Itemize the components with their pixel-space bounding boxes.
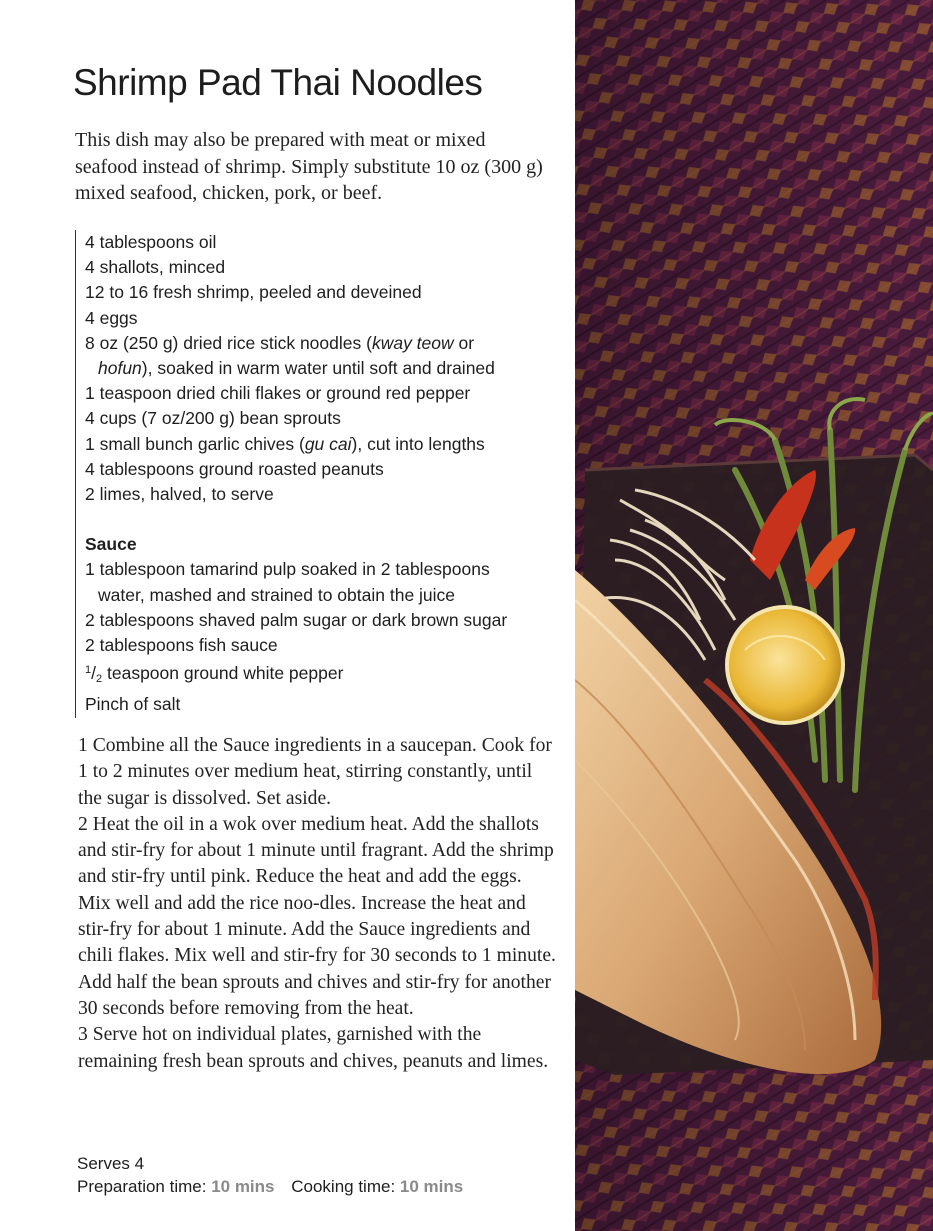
sauce-fish-sauce: 2 tablespoons fish sauce [85,635,278,656]
sauce-white-pepper-text: teaspoon ground white pepper [102,663,344,684]
recipe-footer [77,1152,463,1198]
sauce-heading: Sauce [85,534,137,555]
step-text: Heat the oil in a wok over medium heat. Add the shallots and stir-fry for about 1 minute until fragrant. Add the shrimp and stir-fry until pink. Reduce the heat and add the eggs. Mix well and add the rice noo-dles. Increase the heat and stir-fry for about 1 minute. Add the Sauce ingredients and chili flakes. Mix well and stir-fry for 30 seconds to 1 minute. Add half the bean sprouts and chives and stir-fry for another 30 seconds before removing from the heat. [78,813,556,1019]
timing-info [77,1175,463,1198]
step-number: 2 [78,813,88,835]
ingredient-shrimp: 12 to 16 fresh shrimp, peeled and deveined [85,282,422,303]
method-step-3 [78,1022,558,1075]
ingredient-noodles-continued [85,356,565,381]
ingredient-limes: 2 limes, halved, to serve [85,484,274,505]
method-steps [78,733,558,1075]
sauce-tamarind: 1 tablespoon tamarind pulp soaked in 2 tablespoons [85,559,490,580]
method-step-1 [78,733,558,812]
method-step-2 [78,812,558,1022]
ingredient-chili: 1 teaspoon dried chili flakes or ground red pepper [85,383,471,404]
step-text: Combine all the Sauce ingredients in a saucepan. Cook for 1 to 2 minutes over medium heat, stirring constantly, until the sugar is dissolved. Set aside. [78,735,552,809]
dish-photo-illustration [575,0,933,1231]
sauce-white-pepper [85,658,565,692]
step-text: Serve hot on individual plates, garnished with the remaining fresh bean sprouts and chives, peanuts and limes. [78,1024,549,1072]
recipe-title: Shrimp Pad Thai Noodles [73,62,483,103]
half-fraction: $^1/_2$ [85,663,103,686]
serves-info: Serves 4 [77,1154,145,1173]
dish-photo [575,0,933,1231]
sauce-salt: Pinch of salt [85,694,181,715]
ingredient-spacer [85,507,565,532]
cook-time-value: 10 mins [399,1177,464,1196]
step-number: 3 [78,1024,88,1046]
fraction-denominator: 2 [96,673,103,686]
ingredient-noodles-text-a: 8 oz (250 g) dried rice stick noodles ( [85,332,372,353]
prep-time-label: Preparation time: [77,1177,207,1196]
step-number: 1 [78,735,88,756]
ingredient-noodles-text-c: ), soaked in warm water until soft and drained [141,358,495,379]
ingredient-noodles-italic-a: kway teow [371,332,454,353]
ingredient-shallots: 4 shallots, minced [85,257,226,278]
ingredient-list [75,230,565,718]
ingredient-noodles-italic-b: hofun [98,358,142,379]
sauce-sugar: 2 tablespoons shaved palm sugar or dark brown sugar [85,609,508,630]
recipe-intro: This dish may also be prepared with meat or mixed seafood instead of shrimp. Simply substitute 10 oz (300 g) mixed seafood, chicken, pork, or beef. [75,129,543,204]
ingredient-chives-text-a: 1 small bunch garlic chives ( [85,433,305,454]
ingredient-eggs: 4 eggs [85,307,138,328]
ingredient-peanuts: 4 tablespoons ground roasted peanuts [85,458,384,479]
ingredient-chives [85,432,565,457]
cook-time-label: Cooking time: [291,1177,396,1196]
ingredient-chives-italic: gu cai [304,433,352,454]
ingredient-noodles [85,331,565,356]
prep-time-value: 10 mins [211,1177,275,1196]
ingredient-noodles-text-b: or [453,332,475,353]
sauce-tamarind-continued: water, mashed and strained to obtain the juice [98,584,456,605]
ingredient-chives-text-b: ), cut into lengths [351,433,485,454]
ingredient-oil: 4 tablespoons oil [85,232,217,252]
fraction-numerator: 1 [85,664,92,677]
ingredient-sprouts: 4 cups (7 oz/200 g) bean sprouts [85,408,341,429]
